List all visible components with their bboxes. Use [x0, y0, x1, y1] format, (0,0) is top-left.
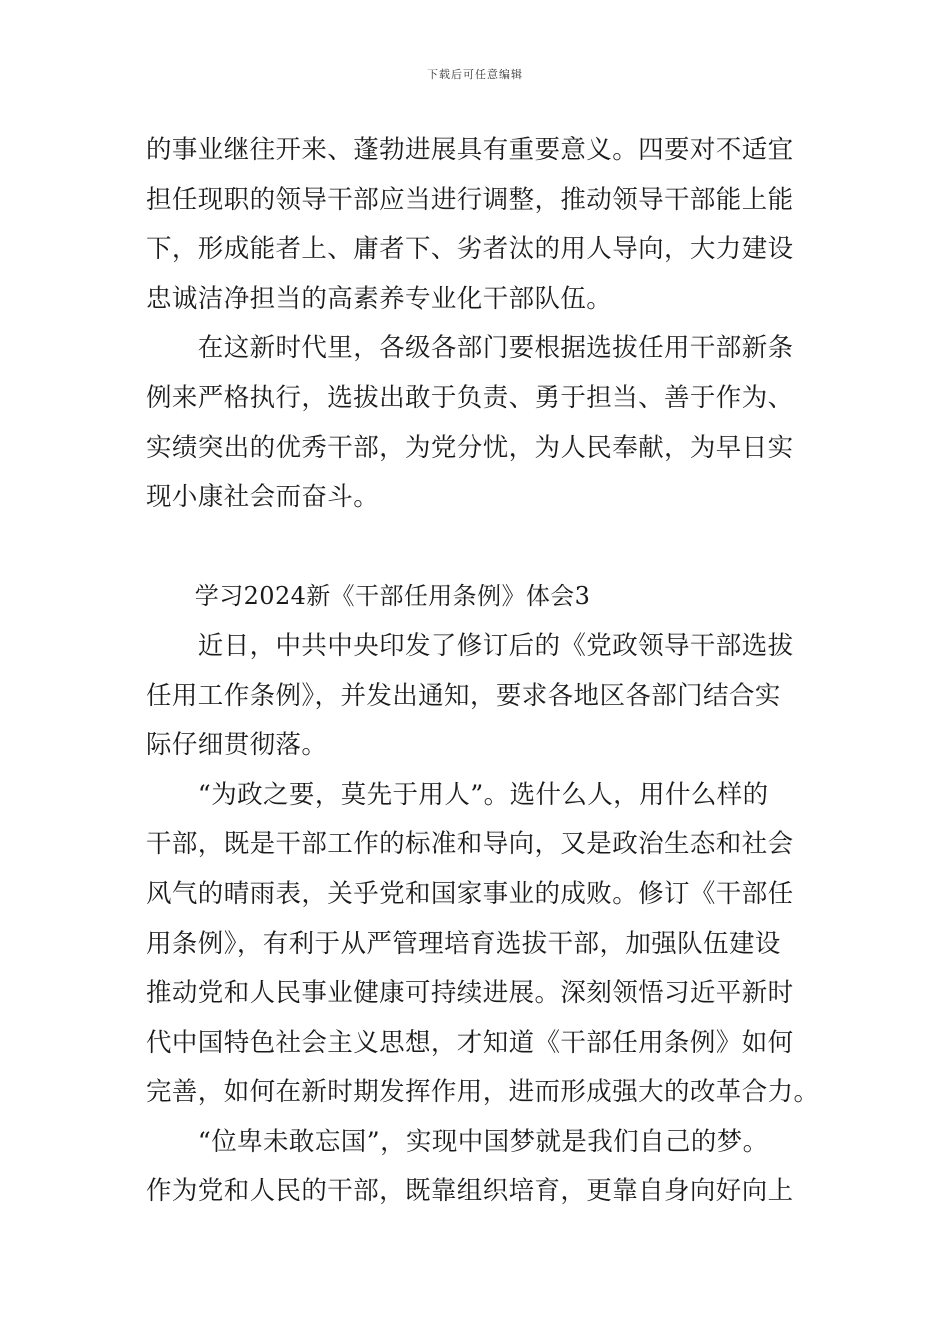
- text-line: 在这新时代里，各级各部门要根据选拔任用干部新条: [146, 333, 794, 364]
- blank-line: [146, 523, 810, 573]
- text-line: “位卑未敢忘国”，实现中国梦就是我们自己的梦。: [146, 1126, 769, 1157]
- text-line: 例来严格执行，选拔出敢于负责、勇于担当、善于作为、: [146, 382, 794, 413]
- text-line: 的事业继往开来、蓬勃进展具有重要意义。四要对不适宜: [146, 135, 794, 165]
- document-body: [146, 126, 820, 1217]
- text-line: 作为党和人民的干部，既靠组织培育，更靠自身向好向上: [146, 1176, 794, 1207]
- text-line: 实绩突出的优秀干部，为党分忧，为人民奉献，为早日实: [146, 432, 794, 463]
- text-line: 用条例》，有利于从严管理培育选拔干部，加强队伍建设: [146, 928, 781, 959]
- text-line: “为政之要，莫先于用人”。选什么人，用什么样的: [146, 779, 769, 810]
- text-line: 代中国特色社会主义思想，才知道《干部任用条例》如何: [146, 1027, 794, 1058]
- text-line: 现小康社会而奋斗。: [146, 482, 380, 513]
- text-line: 任用工作条例》，并发出通知，要求各地区各部门结合实: [146, 680, 781, 711]
- text-line: 近日，中共中央印发了修订后的《党政领导干部选拔: [146, 630, 794, 661]
- text-line: 完善，如何在新时期发挥作用，进而形成强大的改革合力。: [146, 1077, 820, 1108]
- text-line: 下，形成能者上、庸者下、劣者汰的用人导向，大力建设: [146, 234, 794, 265]
- text-line: 推动党和人民事业健康可持续进展。深刻领悟习近平新时: [146, 978, 794, 1009]
- header-note: 下载后可任意编辑: [427, 68, 523, 81]
- section-heading: 学习2024新《干部任用条例》体会3: [146, 582, 591, 611]
- text-line: 干部，既是干部工作的标准和导向，又是政治生态和社会: [146, 829, 794, 860]
- text-line: 风气的晴雨表，关乎党和国家事业的成败。修订《干部任: [146, 878, 794, 909]
- text-line: 忠诚洁净担当的高素养专业化干部队伍。: [146, 283, 613, 314]
- text-line: 担任现职的领导干部应当进行调整，推动领导干部能上能: [146, 184, 794, 215]
- text-line: 际仔细贯彻落。: [146, 730, 328, 761]
